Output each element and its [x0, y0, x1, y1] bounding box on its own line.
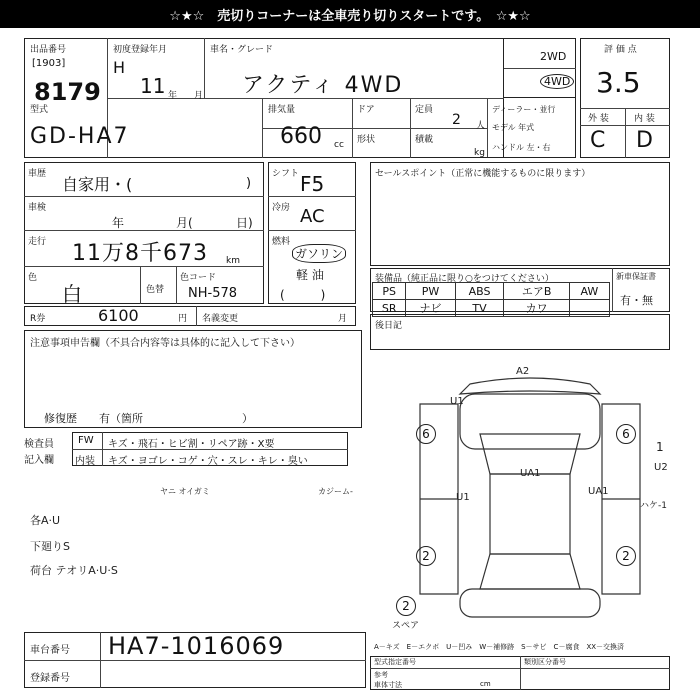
color-label: 色 — [28, 273, 38, 283]
spec-size-label: 車体寸法 — [374, 681, 402, 689]
damage-circle: 2 — [616, 546, 636, 566]
mileage-value: 11万8千673 — [72, 241, 208, 266]
color-tone-label: 色替 — [146, 285, 165, 295]
spare-label: スペア — [392, 621, 420, 631]
exterior-label: 外 装 — [588, 114, 609, 124]
damage-mark: 1 — [656, 440, 664, 454]
color-code: NH-578 — [188, 286, 238, 301]
damage-circle: 2 — [416, 546, 436, 566]
car-diagram — [400, 364, 660, 624]
recycle-unit: 円 — [178, 314, 188, 324]
fuel-paren: ( ) — [280, 288, 326, 302]
equip-airbag: エアB — [504, 283, 569, 300]
damage-mark: ハケ-1 — [640, 501, 667, 511]
capacity-label: 定員 — [415, 105, 434, 115]
inspector-fw: FW — [78, 435, 94, 446]
rear-bumper-outline — [460, 589, 600, 617]
inspector-note: 下廻りS — [30, 540, 70, 553]
door-shape-label: 形状 — [357, 135, 376, 145]
hood-outline — [460, 378, 600, 394]
spec-ref-label: 参考 — [374, 671, 388, 679]
inspection-year: 年 — [112, 216, 125, 230]
capacity-value: 2 — [452, 112, 461, 128]
name-change-unit: 月 — [338, 314, 348, 324]
inspector-row1: キズ・飛石・ヒビ割・リペア跡・X要 — [108, 439, 275, 450]
registration-label: 登録番号 — [30, 673, 70, 684]
equip-navi: ナビ — [406, 300, 455, 317]
history-label: 車歴 — [28, 169, 47, 179]
first-reg-year-unit: 年 — [168, 91, 178, 101]
damage-mark: U2 — [654, 462, 668, 473]
equip-ps: PS — [373, 283, 406, 300]
displacement-value: 660 — [280, 124, 322, 149]
history-value: 自家用・( — [62, 175, 133, 194]
drive-4wd: 4WD — [540, 74, 574, 89]
inspector-row2: キズ・ヨゴレ・コゲ・穴・スレ・キレ・臭い — [108, 456, 308, 467]
name-change-label: 名義変更 — [202, 314, 239, 324]
spec-cat-label: 類別区分番号 — [524, 658, 566, 666]
load-label: 積載 — [415, 135, 434, 145]
damage-mark: UA1 — [588, 486, 609, 497]
shift-label: シフト — [272, 169, 300, 179]
inspector-note: カジーム- — [318, 487, 353, 496]
model-year-label: モデル 年式 — [492, 123, 535, 132]
cabin-outline — [490, 474, 570, 554]
interior-score: D — [636, 128, 653, 153]
first-reg-month-unit: 月 — [194, 91, 204, 101]
damage-circle: 6 — [616, 424, 636, 444]
spec-cm: cm — [480, 680, 491, 688]
model-value: GD-HA7 — [30, 124, 130, 149]
chassis-label: 車台番号 — [30, 645, 70, 656]
damage-mark: U1 — [456, 492, 470, 503]
equip-sr: SR — [373, 300, 406, 317]
damage-mark: U1 — [450, 396, 464, 407]
repair-history: 修復歴 有（箇所 ） — [44, 412, 253, 425]
inspection-day: 日) — [236, 216, 253, 230]
first-reg-era: H — [113, 58, 126, 77]
damage-mark: A2 — [516, 366, 530, 377]
inspector-label-1: 検査員 — [24, 439, 54, 450]
inspector-note: 各A·U — [30, 514, 61, 527]
equip-leather: カワ — [504, 300, 569, 317]
first-reg-year: 11 — [140, 74, 166, 98]
ac-label: 冷房 — [272, 203, 291, 213]
equipment-table — [372, 282, 610, 317]
damage-mark: UA1 — [520, 468, 541, 479]
displacement-unit: cc — [334, 140, 344, 150]
dealer-label: ディーラー・並行 — [492, 105, 556, 114]
rear-note-box — [370, 314, 670, 350]
sales-point-label: セールスポイント（正常に機能するものに限ります） — [375, 169, 591, 179]
inspection-label: 車検 — [28, 203, 47, 213]
lot-label: 出品番号 — [30, 45, 67, 55]
legend: A－キズ E－エクボ U－凹み W－補修跡 S－サビ C－腐食 XX－交換済 — [374, 643, 625, 651]
front-bumper-outline — [460, 394, 600, 449]
lot-number: 8179 — [34, 78, 101, 106]
equip-aw: AW — [569, 283, 609, 300]
recycle-row — [24, 306, 356, 326]
rear-note-label: 後日記 — [375, 321, 403, 331]
spare-circle: 2 — [396, 596, 416, 616]
equipment-label: 装備品（純正品に限り○をつけてください） — [375, 274, 554, 284]
inspector-note: ヤニ オイガミ — [160, 487, 210, 496]
fuel-label: 燃料 — [272, 237, 291, 247]
color-value: 白 — [62, 282, 82, 306]
fuel-diesel: 軽 油 — [296, 268, 324, 282]
car-name-value: アクティ 4WD — [242, 73, 404, 98]
equip-abs: ABS — [455, 283, 504, 300]
load-unit: kg — [474, 148, 485, 158]
score-value: 3.5 — [596, 66, 641, 99]
model-label: 型式 — [30, 105, 49, 115]
mileage-unit: km — [226, 256, 240, 266]
chassis-number: HA7-1016069 — [108, 632, 285, 660]
warranty-label: 新車保証書 — [616, 272, 656, 281]
door-label: ドア — [357, 105, 375, 115]
spec-type-label: 型式指定番号 — [374, 658, 416, 666]
damage-circle: 6 — [416, 424, 436, 444]
history-block — [24, 162, 264, 304]
inspection-month: 月( — [176, 216, 193, 230]
equip-tv: TV — [455, 300, 504, 317]
inspector-label-2: 記入欄 — [24, 455, 54, 466]
displacement-label: 排気量 — [268, 105, 296, 115]
inspector-interior: 内装 — [75, 456, 95, 467]
equip-pw: PW — [406, 283, 455, 300]
capacity-unit: 人 — [476, 121, 486, 131]
first-reg-label: 初度登録年月 — [113, 45, 168, 55]
fuel-value: ガソリン — [292, 244, 346, 263]
rear-window-outline — [480, 554, 580, 589]
interior-label: 内 装 — [634, 114, 655, 124]
ac-value: AC — [300, 206, 325, 227]
exterior-score: C — [590, 128, 606, 153]
score-label: 評 価 点 — [604, 45, 637, 55]
shift-value: F5 — [300, 172, 325, 196]
notes-label: 注意事項申告欄（不具合内容等は具体的に記入して下さい） — [30, 338, 300, 349]
recycle-label: R券 — [30, 314, 46, 324]
mileage-label: 走行 — [28, 237, 47, 247]
history-close: ) — [246, 176, 252, 191]
drive-2wd: 2WD — [540, 50, 567, 63]
car-name-label: 車名・グレード — [210, 45, 274, 55]
warranty-value: 有・無 — [620, 294, 653, 307]
recycle-value: 6100 — [98, 306, 139, 325]
banner: ☆★☆ 売切りコーナーは全車売り切りスタートです。 ☆★☆ — [0, 0, 700, 28]
handle-label: ハンドル 左・右 — [492, 143, 551, 152]
lot-code: [1903] — [32, 58, 66, 69]
inspector-note: 荷台 テオリA·U·S — [30, 564, 118, 577]
color-code-label: 色コード — [180, 273, 217, 283]
